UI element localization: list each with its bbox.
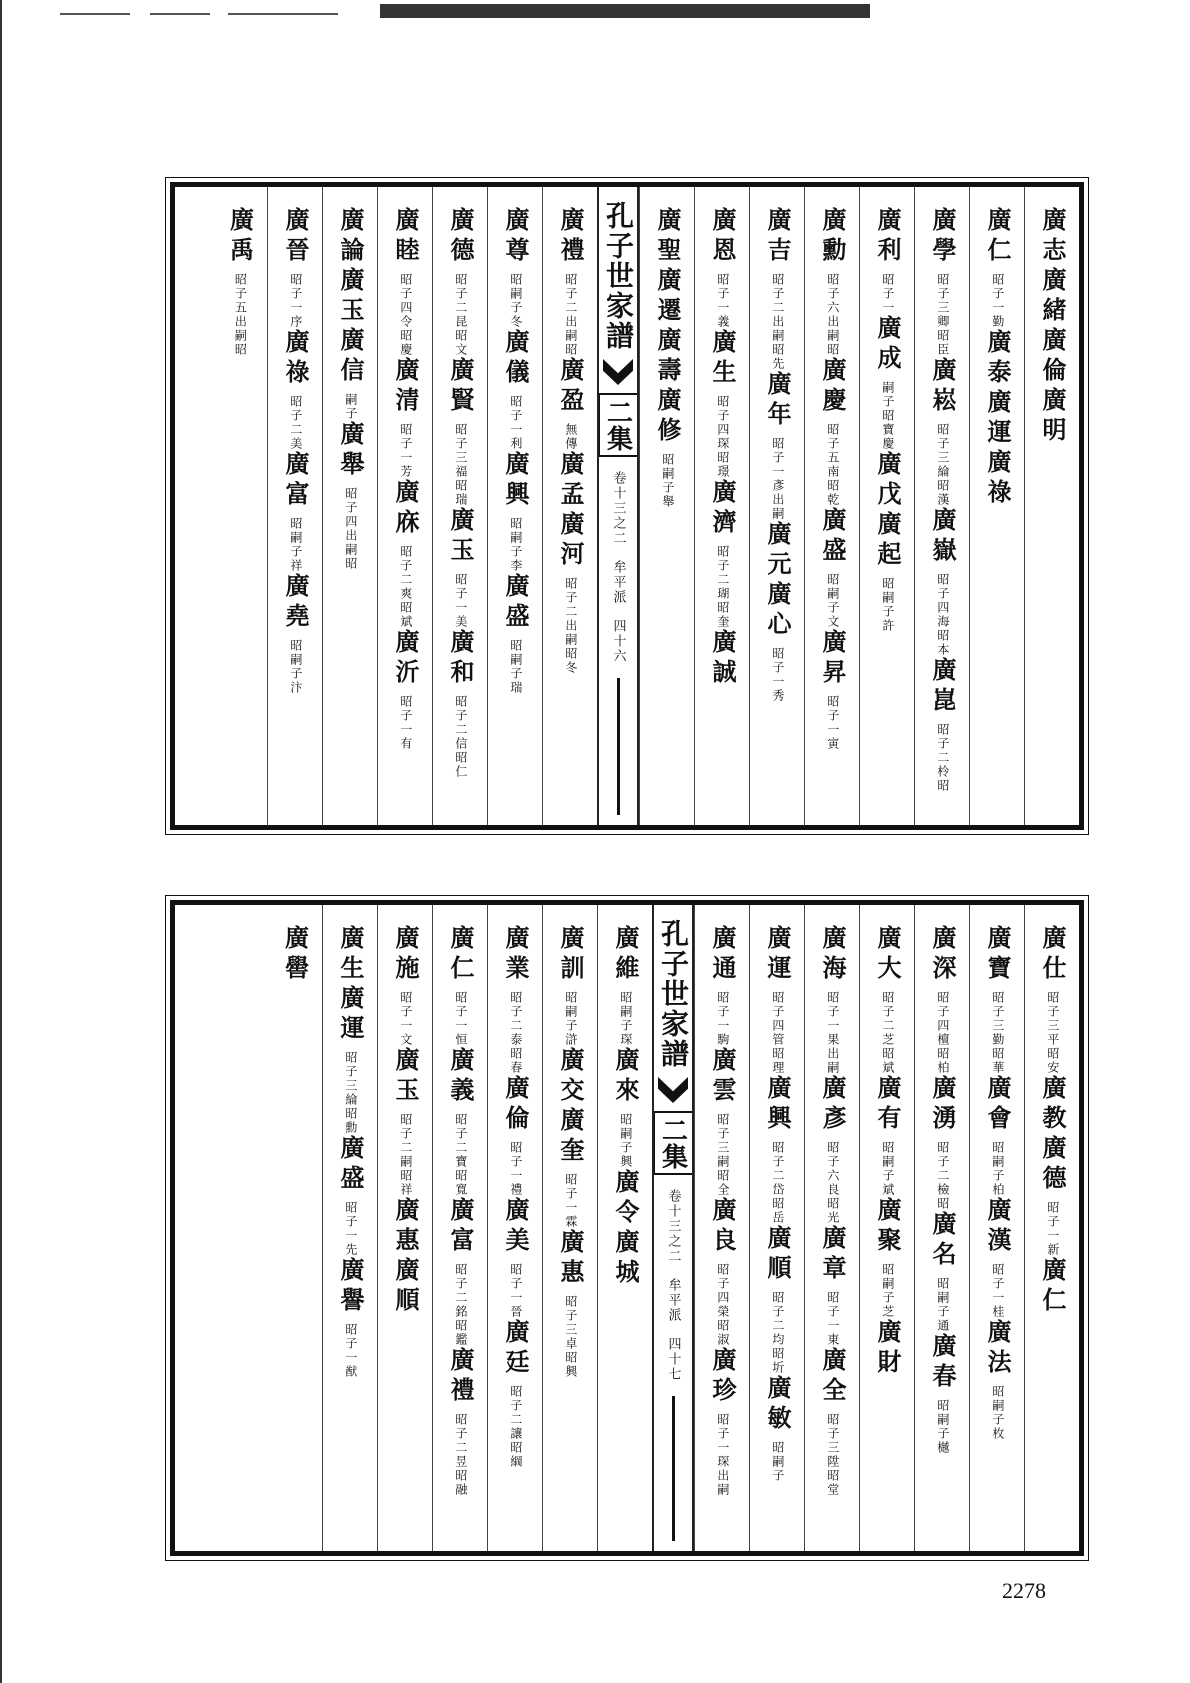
entry-annotation: 昭子二出嗣昭先 (770, 273, 785, 371)
text-column (487, 905, 542, 1551)
entry-name: 廣緒 (1038, 267, 1067, 327)
entry-annotation: 昭嗣子通 (935, 1277, 950, 1333)
entry-annotation: 昭嗣子舉 (660, 453, 675, 509)
entry-name: 廣運 (763, 925, 792, 985)
entry-annotation: 昭子三綸昭漢 (935, 423, 950, 507)
entry-name: 廣玉 (336, 267, 365, 327)
entry-name: 廣財 (873, 1319, 902, 1379)
entry-annotation: 昭子一駒 (715, 991, 730, 1047)
entry-name: 廣泰 (983, 329, 1012, 389)
entry-name: 廣盛 (501, 573, 530, 633)
entry-annotation: 昭嗣子琛 (618, 991, 633, 1047)
entry-name: 廣有 (873, 1075, 902, 1135)
entry-name: 廣運 (336, 985, 365, 1045)
entry-name: 廣彥 (818, 1075, 847, 1135)
text-column (322, 187, 377, 825)
entry-name: 廣深 (928, 925, 957, 985)
entry-name: 廣全 (818, 1347, 847, 1407)
entry-annotation: 昭子四琛昭璟 (715, 395, 730, 479)
entry-name: 廣祿 (281, 329, 310, 389)
text-column (969, 187, 1024, 825)
entry-annotation: 昭子一晉 (508, 1263, 523, 1319)
entry-annotation: 昭子一桂 (990, 1263, 1005, 1319)
text-column (542, 187, 597, 825)
text-column (749, 905, 804, 1551)
text-column (914, 187, 969, 825)
entry-annotation: 昭子四管昭理 (770, 991, 785, 1075)
entry-name: 廣德 (446, 207, 475, 267)
folio-number: 四十七 (665, 1337, 681, 1382)
text-column (597, 905, 652, 1551)
entry-annotation: 嗣子昭寶慶 (880, 381, 895, 451)
text-column (432, 187, 487, 825)
entry-name: 廣睦 (391, 207, 420, 267)
entry-name: 廣名 (928, 1211, 957, 1271)
entry-name: 廣論 (336, 207, 365, 267)
entry-name: 廣法 (983, 1319, 1012, 1379)
entry-name: 廣盛 (818, 507, 847, 567)
entry-name: 廣大 (873, 925, 902, 985)
scan-artifact-strip (0, 0, 1190, 26)
entry-name: 廣舉 (336, 421, 365, 481)
entry-name: 廣奎 (556, 1107, 585, 1167)
entry-name: 廣生 (708, 329, 737, 389)
entry-annotation: 昭子二均昭圻 (770, 1291, 785, 1375)
entry-annotation: 昭嗣子瑞 (508, 639, 523, 695)
entry-annotation: 昭子一美 (453, 573, 468, 629)
text-column (914, 905, 969, 1551)
scan-artifact-dash (228, 13, 338, 15)
scan-artifact-dash (150, 13, 210, 15)
entry-annotation: 昭嗣子 (770, 1441, 785, 1483)
entry-name: 廣元 (763, 521, 792, 581)
entry-annotation: 昭嗣子冬 (508, 273, 523, 329)
book-title: 孔子世家譜 (657, 919, 690, 1069)
entry-name: 廣堯 (281, 573, 310, 633)
entry-annotation: 昭子四榮昭淑 (715, 1263, 730, 1347)
entry-name: 廣春 (928, 1333, 957, 1393)
text-column (859, 905, 914, 1551)
text-column (969, 905, 1024, 1551)
fishtail-mark (658, 1077, 688, 1103)
entry-name: 廣遷 (653, 267, 682, 327)
entry-name: 廣倫 (501, 1075, 530, 1135)
entry-annotation: 昭子三綸昭勳 (343, 1051, 358, 1135)
entry-name: 廣晉 (281, 207, 310, 267)
entry-name: 廣盛 (336, 1135, 365, 1195)
entry-name: 廣來 (611, 1047, 640, 1107)
entry-name: 廣通 (708, 925, 737, 985)
entry-name: 廣令 (611, 1169, 640, 1229)
entry-name: 廣禮 (446, 1347, 475, 1407)
folio-number: 四十六 (610, 619, 626, 664)
entry-name: 廣起 (873, 511, 902, 571)
entry-name: 廣寶 (983, 925, 1012, 985)
entry-annotation: 昭子三福昭瑞 (453, 423, 468, 507)
entry-name: 廣興 (501, 451, 530, 511)
page-edge-rule (0, 0, 2, 1683)
entry-name: 廣庥 (391, 479, 420, 539)
entry-annotation: 昭子一東 (825, 1291, 840, 1347)
entry-annotation: 昭嗣子文 (825, 573, 840, 629)
entry-name: 廣訓 (556, 925, 585, 985)
scan-artifact-dash (60, 13, 130, 15)
entry-name: 廣誠 (708, 629, 737, 689)
text-column (487, 187, 542, 825)
entry-name: 廣業 (501, 925, 530, 985)
branch-label: 牟平派 (665, 1278, 681, 1323)
entry-name: 廣嶽 (928, 507, 957, 567)
text-column (267, 187, 322, 825)
entry-annotation: 昭嗣子汴 (288, 639, 303, 695)
text-column (859, 187, 914, 825)
entry-name: 廣義 (446, 1047, 475, 1107)
entry-annotation: 昭嗣子柏 (990, 1141, 1005, 1197)
entry-annotation: 昭嗣子興 (618, 1113, 633, 1169)
entry-name: 廣吉 (763, 207, 792, 267)
entry-name: 廣尊 (501, 207, 530, 267)
entry-name: 廣惠 (556, 1229, 585, 1289)
text-column (804, 187, 859, 825)
page-47-panel (170, 900, 1084, 1556)
entry-name: 廣修 (653, 387, 682, 447)
entry-annotation: 昭子三卓昭興 (563, 1295, 578, 1379)
entry-name: 廣崧 (928, 357, 957, 417)
entry-annotation: 昭子二讓昭綱 (508, 1385, 523, 1469)
entry-name: 廣祿 (983, 449, 1012, 509)
page-number: 2278 (1002, 1578, 1046, 1603)
text-column (639, 187, 694, 825)
entry-annotation: 昭子二爽昭斌 (398, 545, 413, 629)
entry-annotation: 昭子一義 (715, 273, 730, 329)
entry-annotation: 昭子一芳 (398, 423, 413, 479)
entry-name: 廣惠 (391, 1197, 420, 1257)
entry-name: 廣廷 (501, 1319, 530, 1379)
entry-name: 廣漢 (983, 1197, 1012, 1257)
entry-name: 廣海 (818, 925, 847, 985)
entry-annotation: 昭子二芝昭斌 (880, 991, 895, 1075)
entry-annotation: 昭子一猷 (343, 1323, 358, 1379)
entry-name: 廣信 (336, 327, 365, 387)
entry-name: 廣禹 (225, 207, 255, 267)
entry-name: 廣城 (611, 1229, 640, 1289)
entry-name: 廣成 (873, 315, 902, 375)
entry-annotation: 昭子二銘昭鑑 (453, 1263, 468, 1347)
text-column (212, 187, 267, 825)
entry-name: 廣富 (281, 451, 310, 511)
entry-name: 廣順 (391, 1257, 420, 1317)
text-column (1024, 187, 1079, 825)
entry-name: 廣美 (501, 1197, 530, 1257)
entry-annotation: 昭嗣子許 (880, 577, 895, 633)
entry-annotation: 昭子二出嗣昭冬 (563, 577, 578, 675)
entry-name: 廣敏 (763, 1375, 792, 1435)
entry-annotation: 昭子二瑚昭奎 (715, 545, 730, 629)
entry-name: 廣賢 (446, 357, 475, 417)
entry-annotation: 昭子一序 (288, 273, 303, 329)
entry-name: 廣心 (763, 581, 792, 641)
entry-annotation: 昭子二岱昭岳 (770, 1141, 785, 1225)
fishtail-mark (603, 359, 633, 385)
entry-name: 廣玉 (391, 1047, 420, 1107)
entry-annotation: 昭子二信昭仁 (453, 695, 468, 779)
entry-name: 廣沂 (391, 629, 420, 689)
entry-name: 廣聚 (873, 1197, 902, 1257)
text-column (749, 187, 804, 825)
entry-name: 廣章 (818, 1225, 847, 1285)
entry-annotation: 昭子一寅 (825, 695, 840, 751)
entry-annotation: 昭子四海昭本 (935, 573, 950, 657)
scan-artifact-bar (380, 4, 870, 18)
entry-name: 廣年 (763, 371, 792, 431)
entry-annotation: 昭子四檀昭柏 (935, 991, 950, 1075)
entry-annotation: 昭子二檢昭 (935, 1141, 950, 1211)
entry-name: 廣富 (446, 1197, 475, 1257)
entry-name: 廣交 (556, 1047, 585, 1107)
text-column (267, 905, 322, 1551)
entry-name: 廣崑 (928, 657, 957, 717)
entry-annotation: 昭子二寶昭寬 (453, 1113, 468, 1197)
binding-column (652, 905, 694, 1551)
entry-name: 廣仁 (983, 207, 1012, 267)
entry-name: 廣嚳 (280, 925, 310, 985)
binding-column (597, 187, 639, 825)
entry-name: 廣維 (611, 925, 640, 985)
text-column (1024, 905, 1079, 1551)
entry-name: 廣施 (391, 925, 420, 985)
entry-name: 廣儀 (501, 329, 530, 389)
series-label: 二集 (598, 393, 639, 457)
text-column (694, 905, 749, 1551)
entry-name: 廣和 (446, 629, 475, 689)
entry-annotation: 昭嗣子芝 (880, 1263, 895, 1319)
entry-annotation: 昭子三勤昭華 (990, 991, 1005, 1075)
entry-annotation: 昭子一果出嗣 (825, 991, 840, 1075)
entry-annotation: 昭嗣子樾 (935, 1399, 950, 1455)
entry-annotation: 昭子一琛出嗣 (715, 1413, 730, 1497)
entry-name: 廣仁 (446, 925, 475, 985)
entry-name: 廣濟 (708, 479, 737, 539)
entry-annotation: 昭嗣子祥 (288, 517, 303, 573)
text-column (694, 187, 749, 825)
entry-name: 廣珍 (708, 1347, 737, 1407)
entry-name: 廣德 (1038, 1135, 1067, 1195)
entry-name: 廣良 (708, 1197, 737, 1257)
entry-annotation: 昭子三卿昭臣 (935, 273, 950, 357)
entry-annotation: 昭子一文 (398, 991, 413, 1047)
entry-annotation: 昭子六良昭光 (825, 1141, 840, 1225)
entry-annotation: 昭子一新 (1045, 1201, 1060, 1257)
text-column (432, 905, 487, 1551)
entry-name: 廣志 (1038, 207, 1067, 267)
entry-annotation: 昭子一恒 (453, 991, 468, 1047)
page-46-panel (170, 182, 1084, 830)
entry-name: 廣禮 (556, 207, 585, 267)
entry-name: 廣雲 (708, 1047, 737, 1107)
entry-name: 廣勳 (818, 207, 847, 267)
series-label: 二集 (653, 1111, 694, 1175)
entry-annotation: 昭子一霖 (563, 1173, 578, 1229)
text-column (377, 187, 432, 825)
entry-name: 廣運 (983, 389, 1012, 449)
entry-annotation: 昭子二出嗣昭 (563, 273, 578, 357)
entry-annotation: 昭子一先 (343, 1201, 358, 1257)
binding-rule (672, 1396, 675, 1541)
text-column (542, 905, 597, 1551)
entry-annotation: 昭子三嗣昭全 (715, 1113, 730, 1197)
entry-annotation: 昭嗣子斌 (880, 1141, 895, 1197)
entry-name: 廣明 (1038, 387, 1067, 447)
entry-name: 廣恩 (708, 207, 737, 267)
volume-label: 卷十三之二 (665, 1189, 681, 1264)
book-title: 孔子世家譜 (602, 201, 635, 351)
entry-annotation: 昭子二泰昭春 (508, 991, 523, 1075)
entry-annotation: 昭子四令昭慶 (398, 273, 413, 357)
text-column (804, 905, 859, 1551)
entry-name: 廣孟 (556, 451, 585, 511)
entry-name: 廣慶 (818, 357, 847, 417)
entry-annotation: 昭子五出嗣昭 (233, 273, 248, 357)
entry-name: 廣盈 (556, 357, 585, 417)
entry-name: 廣利 (873, 207, 902, 267)
entry-name: 廣興 (763, 1075, 792, 1135)
entry-annotation: 昭子一 (880, 273, 895, 315)
entry-annotation: 昭子一有 (398, 695, 413, 751)
entry-name: 廣河 (556, 511, 585, 571)
entry-name: 廣清 (391, 357, 420, 417)
entry-name: 廣會 (983, 1075, 1012, 1135)
entry-annotation: 昭子一禮 (508, 1141, 523, 1197)
entry-name: 廣倫 (1038, 327, 1067, 387)
entry-annotation: 嗣子 (343, 393, 358, 421)
entry-name: 廣生 (336, 925, 365, 985)
branch-label: 牟平派 (610, 560, 626, 605)
entry-annotation: 昭子二柃昭 (935, 723, 950, 793)
text-column (377, 905, 432, 1551)
entry-annotation: 昭子一彥出嗣 (770, 437, 785, 521)
entry-annotation: 昭嗣子滸 (563, 991, 578, 1047)
binding-rule (617, 678, 620, 815)
entry-annotation: 昭子六出嗣昭 (825, 273, 840, 357)
entry-name: 廣順 (763, 1225, 792, 1285)
entry-annotation: 昭子三陞昭堂 (825, 1413, 840, 1497)
entry-annotation: 昭子二美 (288, 395, 303, 451)
volume-label: 卷十三之二 (610, 471, 626, 546)
entry-annotation: 昭子一勤 (990, 273, 1005, 329)
entry-annotation: 昭嗣子枚 (990, 1385, 1005, 1441)
entry-name: 廣仁 (1038, 1257, 1067, 1317)
entry-annotation: 昭子二嗣昭祥 (398, 1113, 413, 1197)
entry-annotation: 昭子三平昭安 (1045, 991, 1060, 1075)
entry-annotation: 昭子一利 (508, 395, 523, 451)
entry-annotation: 昭子二昱昭融 (453, 1413, 468, 1497)
entry-name: 廣戊 (873, 451, 902, 511)
entry-annotation: 昭嗣子李 (508, 517, 523, 573)
entry-name: 廣仕 (1038, 925, 1067, 985)
entry-name: 廣昇 (818, 629, 847, 689)
entry-annotation: 昭子二昆昭文 (453, 273, 468, 357)
entry-annotation: 昭子四出嗣昭 (343, 487, 358, 571)
entry-name: 廣玉 (446, 507, 475, 567)
entry-annotation: 昭子一秀 (770, 647, 785, 703)
entry-name: 廣學 (928, 207, 957, 267)
entry-annotation: 昭子五南昭乾 (825, 423, 840, 507)
entry-name: 廣壽 (653, 327, 682, 387)
entry-name: 廣教 (1038, 1075, 1067, 1135)
entry-annotation: 無傳 (563, 423, 578, 451)
text-column (322, 905, 377, 1551)
entry-name: 廣聖 (653, 207, 682, 267)
entry-name: 廣譽 (336, 1257, 365, 1317)
entry-name: 廣湧 (928, 1075, 957, 1135)
